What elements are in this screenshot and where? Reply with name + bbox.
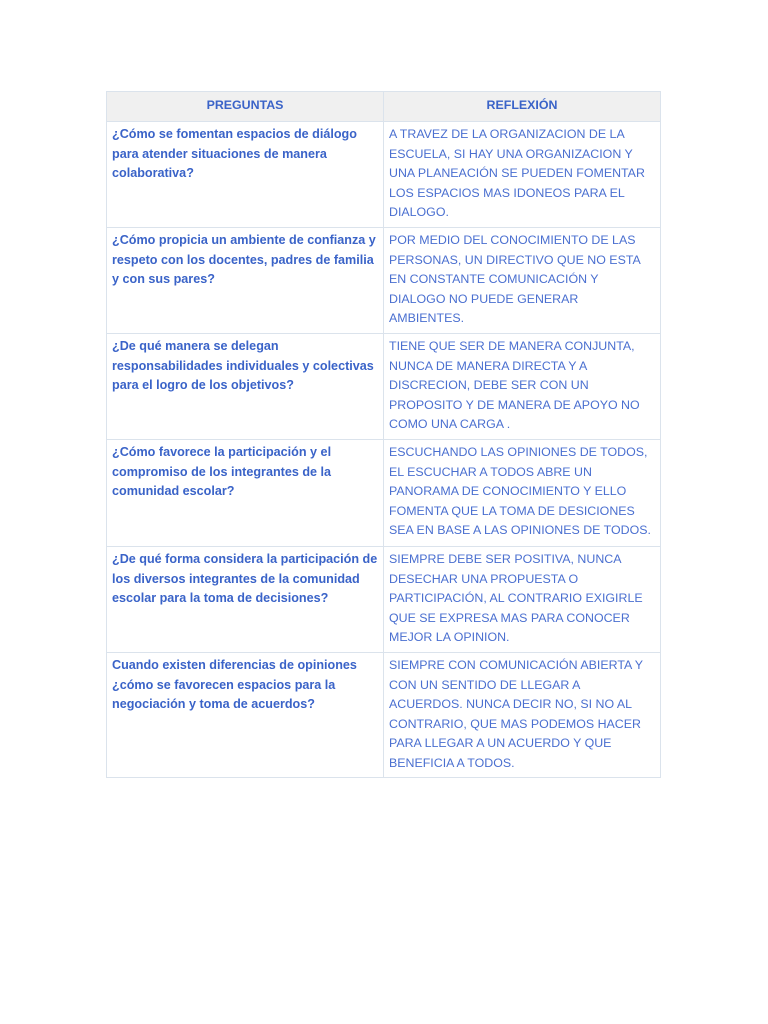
table-row [107,440,661,547]
table-row [107,334,661,440]
question-cell: Cuando existen diferencias de opiniones ¿cómo se favorecen espacios para la negociación y toma de acuerdos? [107,653,384,778]
table-row [107,122,661,228]
reflection-cell: POR MEDIO DEL CONOCIMIENTO DE LAS PERSONAS, UN DIRECTIVO QUE NO ESTA EN CONSTANTE COMUNICACIÓN Y DIALOGO NO PUEDE GENERAR AMBIENTES. [384,228,661,334]
reflection-cell: SIEMPRE CON COMUNICACIÓN ABIERTA Y CON UN SENTIDO DE LLEGAR A ACUERDOS. NUNCA DECIR NO, SI NO AL CONTRARIO, QUE MAS PODEMOS HACER PARA LLEGAR A UN ACUERDO Y QUE BENEFICIA A TODOS. [384,653,661,778]
question-cell: ¿Cómo propicia un ambiente de confianza y respeto con los docentes, padres de familia y con sus pares? [107,228,384,334]
question-cell: ¿De qué forma considera la participación de los diversos integrantes de la comunidad escolar para la toma de decisiones? [107,547,384,653]
table-row [107,653,661,778]
header-reflexion: REFLEXIÓN [384,92,661,122]
reflection-table [106,91,661,778]
reflection-cell: TIENE QUE SER DE MANERA CONJUNTA, NUNCA DE MANERA DIRECTA Y A DISCRECION, DEBE SER CON UN PROPOSITO Y DE MANERA DE APOYO NO COMO UNA CARGA . [384,334,661,440]
table-header-row [107,92,661,122]
reflection-cell: ESCUCHANDO LAS OPINIONES DE TODOS, EL ESCUCHAR A TODOS ABRE UN PANORAMA DE CONOCIMIENTO Y ELLO FOMENTA QUE LA TOMA DE DESICIONES SEA EN BASE A LAS OPINIONES DE TODOS. [384,440,661,547]
question-cell: ¿Cómo se fomentan espacios de diálogo para atender situaciones de manera colaborativa? [107,122,384,228]
table-row [107,228,661,334]
table-row [107,547,661,653]
question-cell: ¿Cómo favorece la participación y el compromiso de los integrantes de la comunidad escolar? [107,440,384,547]
question-cell: ¿De qué manera se delegan responsabilidades individuales y colectivas para el logro de los objetivos? [107,334,384,440]
reflection-cell: SIEMPRE DEBE SER POSITIVA, NUNCA DESECHAR UNA PROPUESTA O PARTICIPACIÓN, AL CONTRARIO EXIGIRLE QUE SE EXPRESA MAS PARA CONOCER MEJOR LA OPINION. [384,547,661,653]
reflection-cell: A TRAVEZ DE LA ORGANIZACION DE LA ESCUELA, SI HAY UNA ORGANIZACION Y UNA PLANEACIÓN SE PUEDEN FOMENTAR LOS ESPACIOS MAS IDONEOS PARA EL DIALOGO. [384,122,661,228]
header-preguntas: PREGUNTAS [107,92,384,122]
